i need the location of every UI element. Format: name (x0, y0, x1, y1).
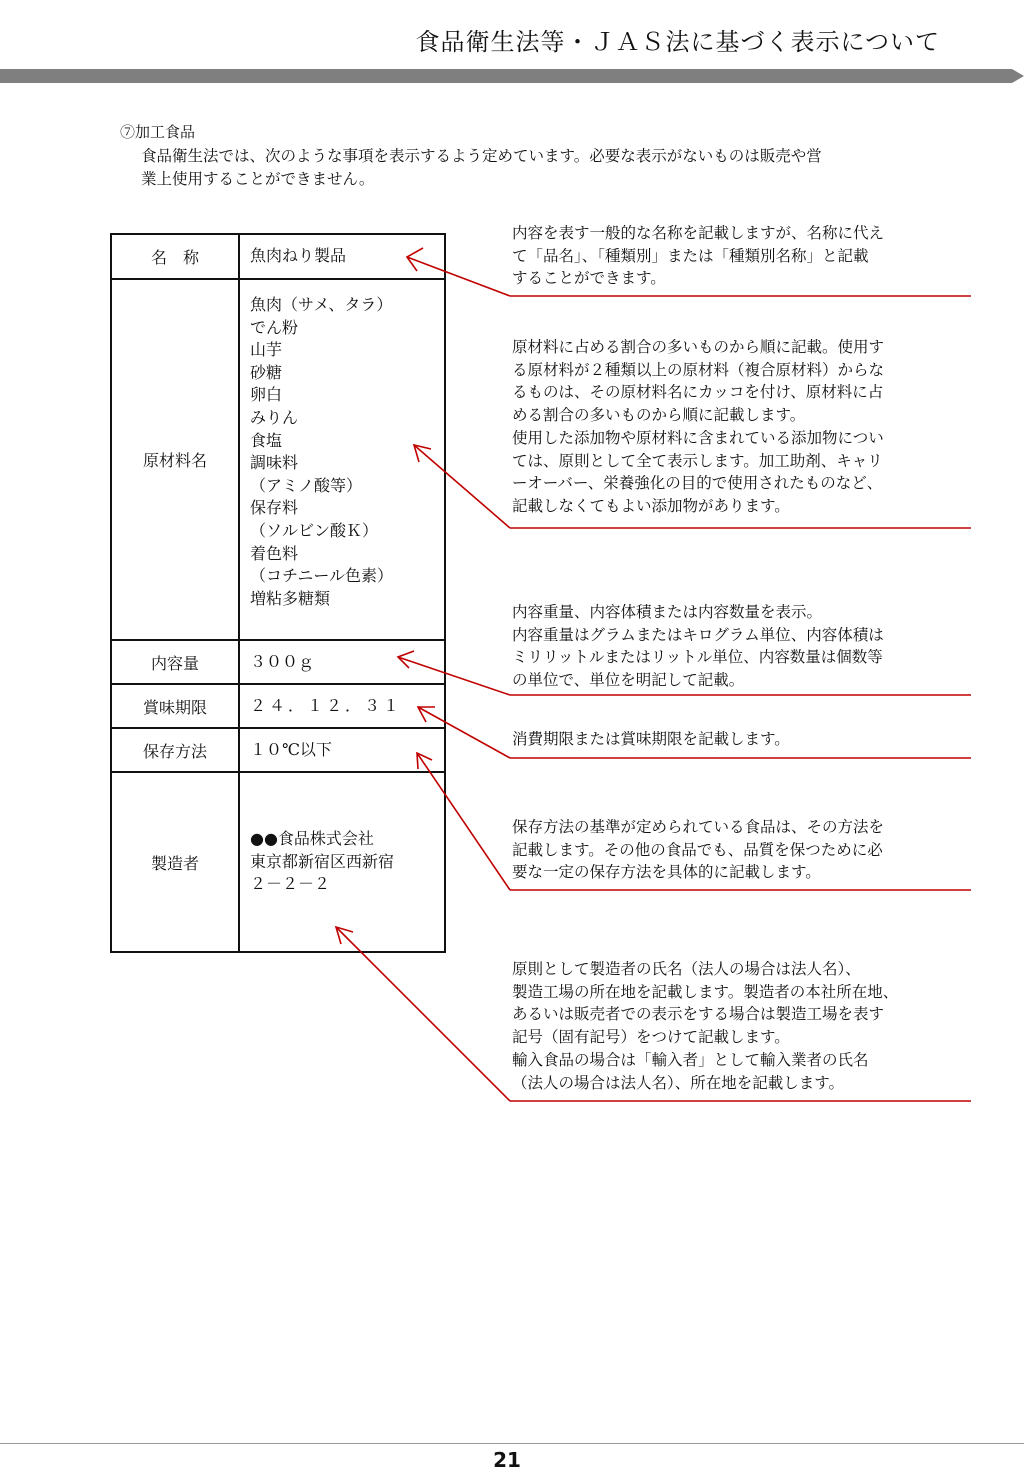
callout-arrow-expiry (418, 707, 971, 758)
intro-line: 業上使用することができません。 (141, 170, 375, 188)
manufacturer-line: 東京都新宿区西新宿 (250, 851, 395, 871)
ingredient-item: （ソルビン酸Ｋ） (250, 520, 379, 540)
page-number: 21 (493, 1448, 521, 1472)
ingredients-label: 原材料名 (111, 279, 239, 640)
note-line: することができます。 (512, 269, 666, 288)
manufacturer-line: ２－２－２ (250, 874, 331, 894)
manufacturer-line: ●●食品株式会社 (250, 829, 374, 849)
ingredient-item: （アミノ酸等） (250, 475, 363, 495)
ingredient-item: みりん (250, 407, 299, 427)
ingredient-item: 砂糖 (250, 362, 283, 382)
ingredient-item: 着色料 (250, 543, 299, 563)
note-line: 輸入食品の場合は「輸入者」として輸入業者の氏名 (512, 1050, 869, 1069)
ingredient-item: 魚肉（サメ、タラ） (250, 295, 393, 314)
callout-arrow-quantity (398, 651, 971, 695)
ingredient-item: 卵白 (250, 385, 283, 405)
quantity-label: 内容量 (111, 640, 239, 684)
callout-arrow-manufacturer (336, 927, 971, 1101)
intro-line: 食品衛生法では、次のような事項を表示するよう定めています。必要な表示がないものは販売や営 (141, 147, 822, 165)
note-line: ては、原則として全て表示します。加工助剤、キャリ (512, 451, 883, 470)
note-line: 内容を表す一般的な名称を記載しますが、名称に代え (512, 224, 885, 242)
note-line: ミリリットルまたはリットル単位、内容数量は個数等 (512, 648, 883, 667)
note-line: の単位で、単位を明記して記載。 (512, 671, 745, 690)
ingredient-item: 食塩 (250, 430, 283, 450)
note-line: 保存方法の基準が定められている食品は、その方法を (512, 818, 885, 836)
section-heading: ⑦加工食品 (120, 123, 196, 141)
ingredient-item: 山芋 (250, 340, 283, 360)
callout-arrow-ingredients (414, 445, 971, 528)
ingredient-item: 増粘多糖類 (250, 588, 331, 608)
note-line: あるいは販売者での表示をする場合は製造工場を表す (512, 1005, 885, 1024)
ingredient-item: でん粉 (250, 317, 299, 337)
best-before-label: 賞味期限 (111, 684, 239, 728)
storage-value: １０℃以下 (239, 728, 445, 772)
note-line: 製造工場の所在地を記載します。製造者の本社所在地、 (512, 982, 899, 1001)
manufacturer-label: 製造者 (111, 772, 239, 952)
note-line: 消費期限または賞味期限を記載します。 (512, 730, 790, 748)
name-label: 名 称 (111, 234, 239, 279)
note-line: 内容重量、内容体積または内容数量を表示。 (512, 603, 823, 621)
note-line: める割合の多いものから順に記載します。 (512, 406, 806, 425)
note-line: るものは、その原材料名にカッコを付け、原材料に占 (512, 383, 884, 402)
quantity-value: ３００ｇ (239, 640, 445, 684)
note-line: 使用した添加物や原材料に含まれている添加物につい (512, 428, 884, 447)
best-before-value: ２４．１２．３１ (239, 684, 445, 728)
callout-arrow-name (407, 248, 971, 296)
note-line: 内容重量はグラムまたはキログラム単位、内容体積は (512, 625, 884, 644)
note-line: ーオーバー、栄養強化の目的で使用されたものなど、 (512, 474, 883, 493)
note-line: る原材料が２種類以上の原材料（複合原材料）からな (512, 360, 885, 379)
storage-label: 保存方法 (111, 728, 239, 772)
note-line: 記号（固有記号）をつけて記載します。 (512, 1028, 790, 1047)
note-line: 記載します。その他の食品でも、品質を保つために必 (512, 840, 883, 859)
note-line: て「品名」、「種類別」または「種類別名称」と記載 (512, 246, 869, 265)
note-line: 記載しなくてもよい添加物があります。 (512, 496, 790, 515)
callout-arrow-storage (417, 753, 971, 890)
footer-rule (0, 1443, 1024, 1444)
page-title: 食品衛生法等・ＪＡＳ法に基づく表示について (415, 28, 940, 56)
note-line: 要な一定の保存方法を具体的に記載します。 (512, 863, 821, 882)
ingredient-item: （コチニール色素） (250, 566, 394, 586)
ingredient-item: 調味料 (250, 453, 299, 473)
name-value: 魚肉ねり製品 (239, 234, 445, 279)
note-line: 原材料に占める割合の多いものから順に記載。使用す (512, 338, 885, 356)
note-line: （法人の場合は法人名）、所在地を記載します。 (512, 1073, 845, 1092)
ingredient-item: 保存料 (250, 498, 299, 518)
note-line: 原則として製造者の氏名（法人の場合は法人名）、 (512, 960, 861, 978)
